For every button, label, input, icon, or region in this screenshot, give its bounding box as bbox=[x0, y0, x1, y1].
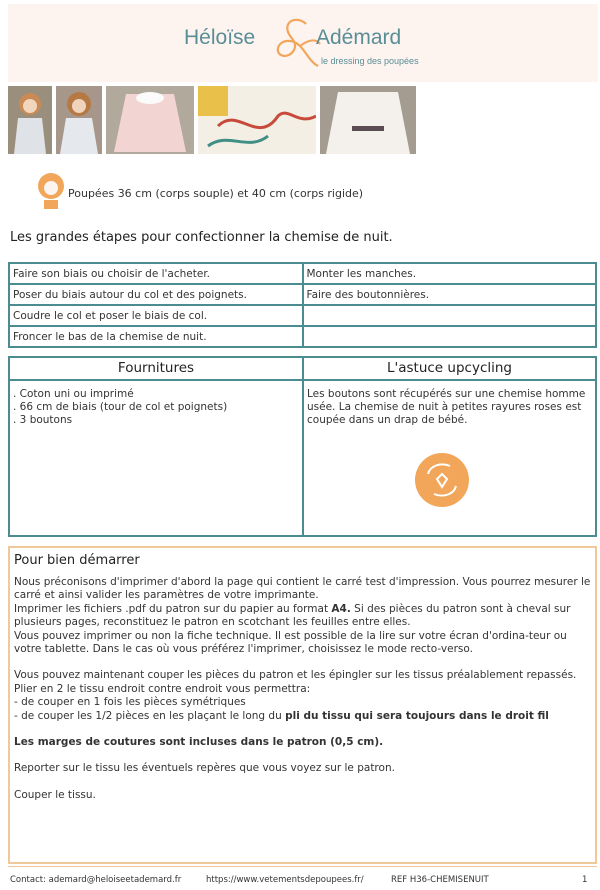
start-paragraph: Nous préconisons d'imprimer d'abord la page qui contient le carré test d'impression. Vous pourrez mesurer le carré et ainsi valider les paramètres de votre imprimante. bbox=[14, 576, 591, 602]
photo-doll-2 bbox=[56, 86, 102, 154]
step-cell: Faire son biais ou choisir de l'acheter. bbox=[9, 263, 303, 284]
footer-ref: REF H36-CHEMISENUIT bbox=[391, 875, 489, 885]
supply-item: . 66 cm de biais (tour de col et poignets) bbox=[13, 401, 228, 413]
step-cell: Monter les manches. bbox=[303, 263, 597, 284]
start-paragraph: Couper le tissu. bbox=[14, 788, 96, 801]
supply-item: . 3 boutons bbox=[13, 414, 73, 426]
photo-white-nightgown bbox=[320, 86, 416, 154]
upcycling-hands-icon bbox=[414, 452, 470, 508]
start-paragraph: - de couper en 1 fois les pièces symétriques bbox=[14, 696, 246, 709]
supply-item: . Coton uni ou imprimé bbox=[13, 388, 134, 400]
photo-fabric bbox=[198, 86, 316, 154]
table-row bbox=[9, 326, 596, 347]
start-paragraph: Plier en 2 le tissu endroit contre endroit vous permettra: bbox=[14, 682, 311, 695]
start-paragraph: Vous pouvez maintenant couper les pièces du patron et les épingler sur les tissus préalablement repassés. bbox=[14, 669, 577, 682]
start-format: A4. bbox=[331, 602, 351, 615]
step-cell: Froncer le bas de la chemise de nuit. bbox=[9, 326, 303, 347]
start-text: Si des pièces du patron sont à cheval sur plusieurs pages, reconstituez le patron en scotchant les feuilles entre elles. bbox=[14, 602, 571, 629]
start-highlight: pli du tissu qui sera toujours dans le droit fil bbox=[285, 709, 549, 722]
photo-pink-nightgown bbox=[106, 86, 194, 154]
supplies-box bbox=[8, 356, 304, 537]
step-cell: Faire des boutonnières. bbox=[303, 284, 597, 305]
getting-started-title: Pour bien démarrer bbox=[14, 553, 140, 568]
getting-started-box bbox=[8, 546, 597, 864]
start-paragraph bbox=[14, 603, 591, 630]
steps-table bbox=[8, 262, 597, 348]
table-row bbox=[9, 284, 596, 305]
steps-title: Les grandes étapes pour confectionner la chemise de nuit. bbox=[10, 230, 393, 245]
footer-contact[interactable]: Contact: ademard@heloiseetademard.fr bbox=[10, 875, 182, 885]
brand-name-left: Héloïse bbox=[184, 26, 256, 49]
step-cell: Coudre le col et poser le biais de col. bbox=[9, 305, 303, 326]
photo-doll-1 bbox=[8, 86, 52, 154]
footer bbox=[8, 866, 597, 885]
start-paragraph: Reporter sur le tissu les éventuels repères que vous voyez sur le patron. bbox=[14, 762, 395, 775]
start-highlight: Les marges de coutures sont incluses dans le patron (0,5 cm). bbox=[14, 736, 384, 749]
table-row bbox=[9, 263, 596, 284]
tip-title: L'astuce upcycling bbox=[304, 358, 595, 381]
table-row bbox=[9, 305, 596, 326]
brand-subtitle: le dressing des poupées bbox=[321, 56, 419, 66]
start-paragraph: Vous pouvez imprimer ou non la fiche technique. Il est possible de la lire sur votre écran d'ordina-teur ou votre tablette. Dans le cas où vous préférez l'imprimer, choisissez le mode recto-verso. bbox=[14, 629, 567, 656]
start-text: Imprimer les fichiers .pdf du patron sur du papier au format bbox=[14, 602, 332, 615]
header-banner bbox=[8, 4, 598, 82]
start-text: - de couper les 1/2 pièces en les plaçant le long du bbox=[14, 709, 286, 722]
supplies-title: Fournitures bbox=[10, 358, 302, 381]
footer-site-link[interactable]: https://www.vetementsdepoupees.fr/ bbox=[206, 875, 364, 885]
step-cell bbox=[303, 326, 597, 347]
footer-page-number: 1 bbox=[582, 875, 588, 885]
tip-text: Les boutons sont récupérés sur une chemise homme usée. La chemise de nuit à petites rayures roses est coupée dans un drap de bébé. bbox=[307, 388, 586, 426]
step-cell bbox=[303, 305, 597, 326]
step-cell: Poser du biais autour du col et des poignets. bbox=[9, 284, 303, 305]
start-paragraph bbox=[14, 736, 591, 749]
brand-name-right: Adémard bbox=[316, 26, 402, 49]
doll-icon bbox=[36, 170, 66, 210]
start-paragraph bbox=[14, 710, 591, 723]
tip-box bbox=[302, 356, 597, 537]
doll-size-text: Poupées 36 cm (corps souple) et 40 cm (corps rigide) bbox=[68, 187, 364, 200]
